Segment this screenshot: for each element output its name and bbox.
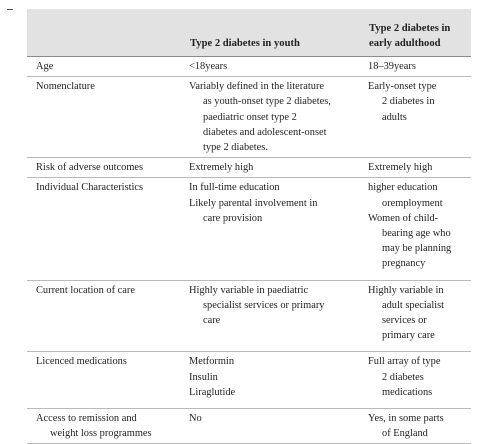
cell-youth-text: Insulin xyxy=(189,371,218,383)
page-margin-mark xyxy=(7,9,13,10)
row-label-text: Age xyxy=(36,61,54,72)
cell-early-adulthood xyxy=(360,158,471,178)
cell-youth-text: type 2 diabetes. xyxy=(203,142,268,154)
table-body xyxy=(27,57,471,444)
row-label-text: Risk of adverse outcomes xyxy=(36,162,144,174)
cell-early-adulthood xyxy=(360,77,471,158)
cell-early-adulthood-text: Highly variable in xyxy=(368,284,444,296)
cell-early-adulthood-text: medications xyxy=(382,386,433,398)
cell-youth-text: Liraglutide xyxy=(189,386,236,398)
table-row xyxy=(27,57,471,77)
cell-youth xyxy=(181,178,360,280)
header-early-adulthood xyxy=(360,9,471,57)
cell-youth-text: Likely parental involvement in xyxy=(189,197,318,209)
cell-youth-text: <18years xyxy=(189,61,228,72)
cell-early-adulthood-text: adult specialist xyxy=(382,299,445,311)
cell-early-adulthood xyxy=(360,352,471,409)
table-row xyxy=(27,409,471,444)
header-characteristic xyxy=(27,9,181,57)
cell-youth-text: care xyxy=(203,315,221,327)
cell-early-adulthood-text: 18–39years xyxy=(368,61,416,72)
table-row xyxy=(27,352,471,409)
cell-early-adulthood-text: pregnancy xyxy=(382,258,426,270)
cell-youth xyxy=(181,409,360,444)
cell-youth xyxy=(181,158,360,178)
cell-youth-text: In full-time education xyxy=(189,182,280,194)
row-label xyxy=(27,280,181,352)
header-youth xyxy=(181,9,360,57)
cell-early-adulthood-text: Women of child- xyxy=(368,212,439,224)
cell-early-adulthood-text: Extremely high xyxy=(368,162,433,174)
row-label xyxy=(27,352,181,409)
table-row xyxy=(27,158,471,178)
row-label xyxy=(27,77,181,158)
row-label xyxy=(27,57,181,77)
cell-early-adulthood-text: bearing age who xyxy=(382,228,451,240)
comparison-table xyxy=(27,9,471,444)
cell-early-adulthood-text: higher education xyxy=(368,182,438,194)
cell-youth-text: No xyxy=(189,413,202,425)
row-label-text: Nomenclature xyxy=(36,81,95,93)
row-label xyxy=(27,158,181,178)
cell-youth-text: as youth-onset type 2 diabetes, xyxy=(203,96,331,108)
cell-youth xyxy=(181,57,360,77)
table-row xyxy=(27,280,471,352)
cell-early-adulthood xyxy=(360,57,471,77)
cell-early-adulthood-text: services or xyxy=(382,315,427,327)
row-label-text: weight loss programmes xyxy=(50,428,152,440)
cell-early-adulthood-text: primary care xyxy=(382,330,435,342)
cell-early-adulthood-text: may be planning xyxy=(382,243,452,255)
cell-early-adulthood-text: Full array of type xyxy=(368,356,441,368)
cell-early-adulthood-text: Early-onset type xyxy=(368,81,437,93)
table-header-row xyxy=(27,9,471,57)
cell-early-adulthood xyxy=(360,409,471,444)
cell-early-adulthood-text: Yes, in some parts xyxy=(368,413,444,425)
comparison-table-container xyxy=(27,9,471,444)
cell-youth-text: Variably defined in the literature xyxy=(189,81,325,93)
row-label-text: Current location of care xyxy=(36,284,135,296)
table-header xyxy=(27,9,471,57)
table-row xyxy=(27,77,471,158)
cell-youth-text: Extremely high xyxy=(189,162,254,174)
cell-early-adulthood-text: 2 diabetes in xyxy=(382,96,435,108)
cell-youth xyxy=(181,280,360,352)
cell-youth-text: diabetes and adolescent-onset xyxy=(203,126,327,138)
row-label-text: Licenced medications xyxy=(36,356,127,368)
header-youth-line: Type 2 diabetes in youth xyxy=(190,37,300,49)
cell-youth xyxy=(181,352,360,409)
cell-early-adulthood-text: adults xyxy=(382,111,407,123)
cell-youth xyxy=(181,77,360,158)
row-label-text: Access to remission and xyxy=(36,413,137,425)
cell-early-adulthood-text: oremployment xyxy=(382,197,443,209)
cell-youth-text: care provision xyxy=(203,212,263,224)
cell-youth-text: Metformin xyxy=(189,356,235,368)
row-label-text: Individual Characteristics xyxy=(36,182,144,194)
cell-youth-text: paediatric onset type 2 xyxy=(203,111,297,123)
header-early-adulthood-line: Type 2 diabetes in xyxy=(369,22,451,34)
cell-early-adulthood xyxy=(360,280,471,352)
cell-youth-text: Highly variable in paediatric xyxy=(189,284,309,296)
row-label xyxy=(27,178,181,280)
header-early-adulthood-line: early adulthood xyxy=(369,37,441,49)
cell-early-adulthood xyxy=(360,178,471,280)
cell-early-adulthood-text: 2 diabetes xyxy=(382,371,424,383)
row-label xyxy=(27,409,181,444)
cell-youth-text: specialist services or primary xyxy=(203,299,325,311)
table-row xyxy=(27,178,471,280)
cell-early-adulthood-text: of England xyxy=(382,428,428,440)
